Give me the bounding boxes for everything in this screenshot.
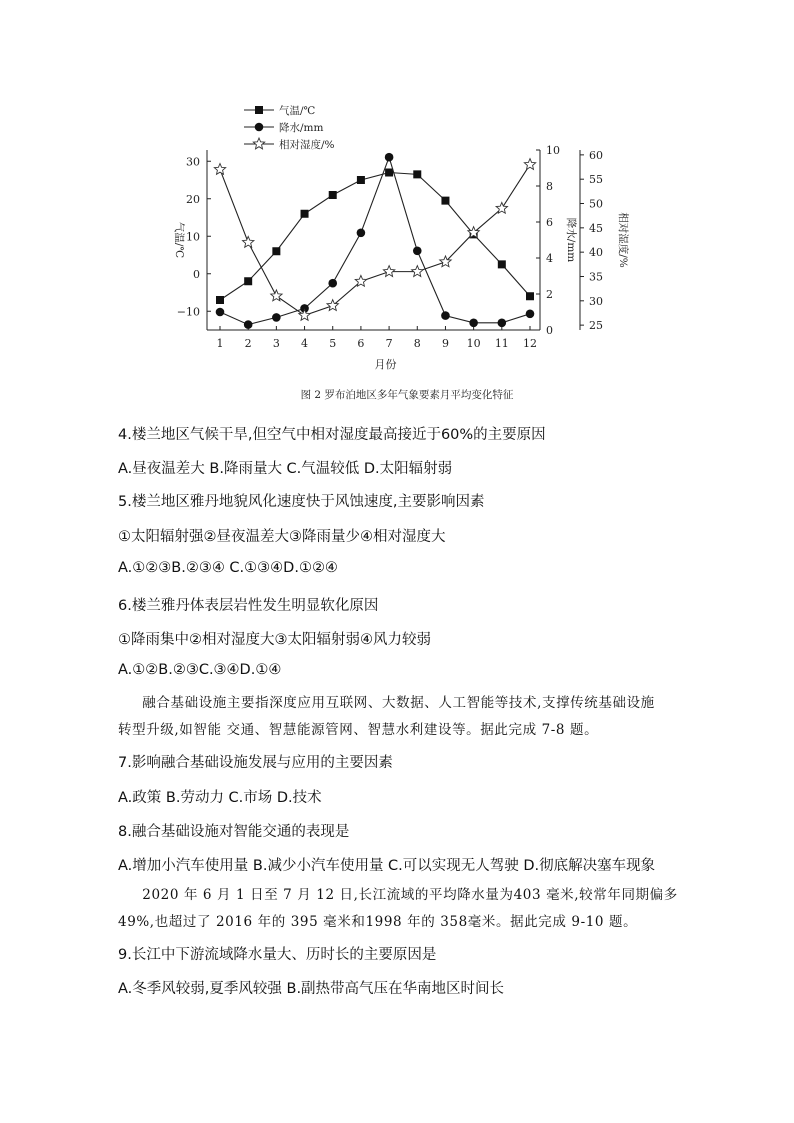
chart-caption: 图 2 罗布泊地区多年气象要素月平均变化特征 (300, 389, 514, 401)
series-2-point (385, 153, 394, 162)
series-3-point (524, 159, 535, 170)
series-2-point (413, 247, 422, 256)
x-tick-label: 1 (216, 337, 224, 350)
right-tick-label: 50 (589, 197, 603, 211)
question-9-options: A.冬季风较弱,夏季风较强 B.副热带高气压在华南地区时间长 (118, 981, 505, 997)
left-tick-label: 30 (186, 155, 200, 169)
series-2-point (357, 229, 366, 238)
passage-infrastructure-line1: 融合基础设施主要指深度应用互联网、大数据、人工智能等技术,支撑传统基础设施 (142, 695, 655, 711)
right-tick-label: 40 (589, 246, 603, 260)
series-1-point (216, 296, 224, 304)
left-axis-label: 气温/℃ (173, 221, 185, 259)
x-tick-label: 7 (385, 337, 393, 350)
right-tick-label: 25 (589, 319, 603, 333)
series-1-point (526, 292, 534, 300)
chart-legend (244, 104, 335, 151)
right-tick-label: 60 (589, 148, 603, 162)
series-1-point (441, 197, 449, 205)
mid-tick-label: 6 (546, 216, 553, 229)
question-5: 5.楼兰地区雅丹地貌风化速度快于风蚀速度,主要影响因素 (118, 494, 485, 510)
series-3-point (299, 309, 311, 320)
series-2-point (469, 319, 478, 328)
series-2-point (441, 311, 450, 320)
legend-marker (253, 138, 264, 149)
right-tick-label: 55 (589, 173, 603, 187)
legend-marker (255, 123, 264, 132)
series-2-point (498, 319, 507, 328)
x-tick-label: 10 (466, 337, 481, 350)
question-4: 4.楼兰地区气候干旱,但空气中相对湿度最高接近于60%的主要原因 (118, 427, 546, 443)
series-1-point (301, 210, 309, 218)
series-1-point (413, 170, 421, 178)
series-2-point (328, 279, 337, 288)
mid-tick-label: 8 (546, 180, 553, 193)
mid-tick-label: 4 (546, 252, 553, 265)
x-tick-label: 4 (301, 337, 309, 350)
question-4-options: A.昼夜温差大 B.降雨量大 C.气温较低 D.太阳辐射弱 (118, 461, 453, 477)
question-6: 6.楼兰雅丹体表层岩性发生明显软化原因 (118, 598, 379, 614)
question-7: 7.影响融合基础设施发展与应用的主要因素 (118, 755, 393, 771)
series-2-point (216, 308, 225, 317)
question-8-options: A.增加小汽车使用量 B.减少小汽车使用量 C.可以实现无人驾驶 D.彻底解决塞车现象 (118, 858, 656, 874)
x-tick-label: 11 (494, 337, 509, 350)
legend-label: 相对湿度/% (279, 139, 335, 151)
passage-yangtze-line2: 49%,也超过了 2016 年的 395 毫米和1998 年的 358毫米。据此完成 9-10 题。 (118, 914, 638, 930)
left-tick-label: 10 (186, 230, 200, 244)
passage-yangtze (118, 882, 683, 936)
x-tick-label: 8 (413, 337, 421, 350)
series-line-3 (220, 165, 530, 316)
x-tick-label: 9 (441, 337, 449, 350)
chart-series (214, 153, 535, 329)
x-tick-label: 5 (329, 337, 337, 350)
series-2-point (526, 310, 535, 319)
question-9: 9.长江中下游流域降水量大、历时长的主要原因是 (118, 947, 437, 963)
series-2-point (244, 320, 253, 329)
mid-axis-label: 降水/mm (565, 217, 577, 263)
right-axis-label: 相对湿度/% (617, 212, 629, 268)
mid-tick-label: 10 (546, 144, 560, 157)
series-3-point (214, 164, 225, 175)
x-tick-label: 3 (272, 337, 280, 350)
question-7-options: A.政策 B.劳动力 C.市场 D.技术 (118, 790, 322, 806)
series-1-point (272, 247, 280, 255)
series-3-point (383, 266, 394, 277)
series-1-point (244, 277, 252, 285)
series-line-2 (220, 157, 530, 324)
passage-infrastructure-line2: 转型升级,如智能 交通、智慧能源管网、智慧水利建设等。据此完成 7-8 题。 (118, 722, 599, 738)
series-2-point (272, 313, 281, 322)
left-tick-label: 0 (193, 267, 200, 281)
right-tick-label: 35 (589, 270, 603, 284)
series-line-1 (220, 173, 530, 301)
series-1-point (329, 191, 337, 199)
series-1-point (357, 176, 365, 184)
legend-marker (255, 106, 263, 114)
left-tick-label: 20 (186, 192, 200, 206)
mid-tick-label: 0 (546, 324, 553, 337)
climate-chart (0, 0, 794, 410)
left-tick-label: −10 (176, 305, 200, 319)
series-3-point (243, 236, 254, 247)
series-3-point (412, 266, 423, 277)
chart-axes (173, 144, 630, 371)
legend-label: 降水/mm (279, 122, 324, 134)
legend-label: 气温/℃ (279, 105, 316, 117)
x-tick-label: 6 (357, 337, 365, 350)
x-tick-label: 2 (244, 337, 252, 350)
question-6-options: A.①②B.②③C.③④D.①④ (118, 662, 282, 678)
series-3-point (327, 300, 338, 311)
passage-yangtze-line1: 2020 年 6 月 1 日至 7 月 12 日,长江流域的平均降水量为403 毫米,较常年同期偏多 (142, 887, 678, 903)
series-1-point (385, 169, 393, 177)
question-8: 8.融合基础设施对智能交通的表现是 (118, 824, 350, 840)
question-5-options: A.①②③B.②③④ C.①③④D.①②④ (118, 560, 338, 576)
mid-tick-label: 2 (546, 288, 553, 301)
question-6-statements: ①降雨集中②相对湿度大③太阳辐射弱④风力较弱 (118, 632, 431, 648)
x-tick-label: 12 (523, 337, 537, 350)
series-1-point (498, 260, 506, 268)
right-tick-label: 45 (589, 221, 603, 235)
right-tick-label: 30 (589, 294, 603, 308)
x-axis-label: 月份 (374, 358, 397, 371)
passage-infrastructure (118, 690, 683, 744)
question-5-statements: ①太阳辐射强②昼夜温差大③降雨量少④相对湿度大 (118, 529, 446, 545)
